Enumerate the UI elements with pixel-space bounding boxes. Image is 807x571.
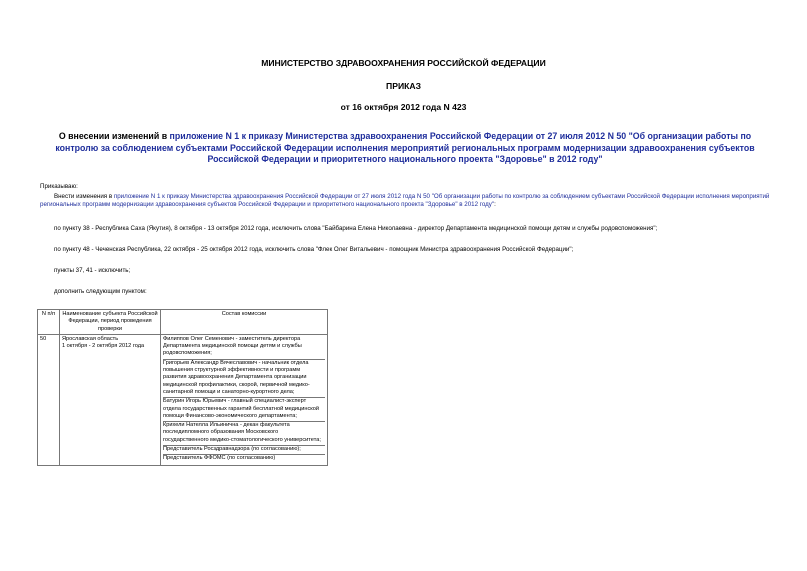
- document-title: [40, 131, 770, 166]
- items-excluded-paragraph: пункты 37, 41 - исключить;: [54, 267, 131, 274]
- item-48-paragraph: по пункту 48 - Чеченская Республика, 22 октября - 25 октября 2012 года, исключить слова "Флек Олег Витальевич - помощник Министра здравоохранения Российской Федерации";: [54, 246, 574, 253]
- item-38-paragraph: по пункту 38 - Республика Саха (Якутия), 8 октября - 13 октября 2012 года, исключить слова "Байбарина Елена Николаевна - директор Департамента медицинской помощи детям и службы родовспоможения";: [54, 225, 658, 232]
- row-period: 1 октября - 2 октября 2012 года: [62, 343, 145, 350]
- order-word: Приказываю:: [40, 183, 78, 190]
- doc-type-heading: ПРИКАЗ: [386, 81, 421, 91]
- add-item-paragraph: дополнить следующим пунктом:: [54, 288, 147, 295]
- member-item: Крихели Нателла Ильинична - декан факультета последипломного образования Московского государственного медико-стоматологического университета;: [163, 422, 325, 446]
- header-commission: Состав комиссии: [161, 310, 328, 335]
- amend-paragraph: [40, 193, 772, 210]
- table-header-row: [38, 310, 328, 335]
- row-commission: [161, 334, 328, 465]
- amend-link[interactable]: приложение N 1 к приказу Министерства здравоохранения Российской Федерации от 27 июля 2012 года N 50 "Об организации работы по контролю за соблюдением субъектами Российской Федерации исполнения мероприятий региональных программ модернизации здравоохранения субъектов Российской Федерации и приоритетного национального проекта "Здоровье" в 2012 году": [40, 193, 770, 209]
- ministry-heading: МИНИСТЕРСТВО ЗДРАВООХРАНЕНИЯ РОССИЙСКОЙ ФЕДЕРАЦИИ: [261, 58, 546, 68]
- row-region: Ярославская область: [62, 335, 119, 342]
- header-subject: Наименование субъекта Российской Федерации, период проведения проверки: [60, 310, 161, 335]
- row-subject: [60, 334, 161, 465]
- member-item: Представитель Росздравнадзора (по согласованию);: [163, 446, 325, 455]
- member-item: Филиппов Олег Семенович - заместитель директора Департамента медицинской помощи детям и службы родовспоможения;: [163, 336, 325, 360]
- title-link[interactable]: приложение N 1 к приказу Министерства здравоохранения Российской Федерации от 27 июля 2012 N 50 "Об организации работы по контролю за соблюдением субъектами Российской Федерации исполнения мероприятий региональных программ модернизации здравоохранения субъектов Российской Федерации и приоритетного национального проекта "Здоровье" в 2012 году": [55, 131, 755, 164]
- doc-date-heading: от 16 октября 2012 года N 423: [340, 102, 467, 112]
- title-prefix: О внесении изменений в: [58, 131, 170, 141]
- member-item: Григорьев Александр Вячеславович - начальник отдела повышения структурной эффективности и программ развития здравоохранения Департамента организации медицинской профилактики, скорой, первичной медико-санитарной помощи и санаторно-курортного дела;: [163, 360, 325, 398]
- commission-table: [37, 309, 328, 466]
- header-num: N п/п: [38, 310, 60, 335]
- amend-suffix: :: [494, 201, 496, 209]
- member-item: Батурин Игорь Юрьевич - главный специалист-эксперт отдела государственных гарантий бесплатной медицинской помощи Финансово-экономического департамента;: [163, 398, 325, 422]
- member-item: Представитель ФФОМС (по согласованию): [163, 455, 276, 462]
- table-row: [38, 334, 328, 465]
- row-num: 50: [38, 334, 60, 465]
- amend-prefix: Внести изменения в: [54, 193, 114, 200]
